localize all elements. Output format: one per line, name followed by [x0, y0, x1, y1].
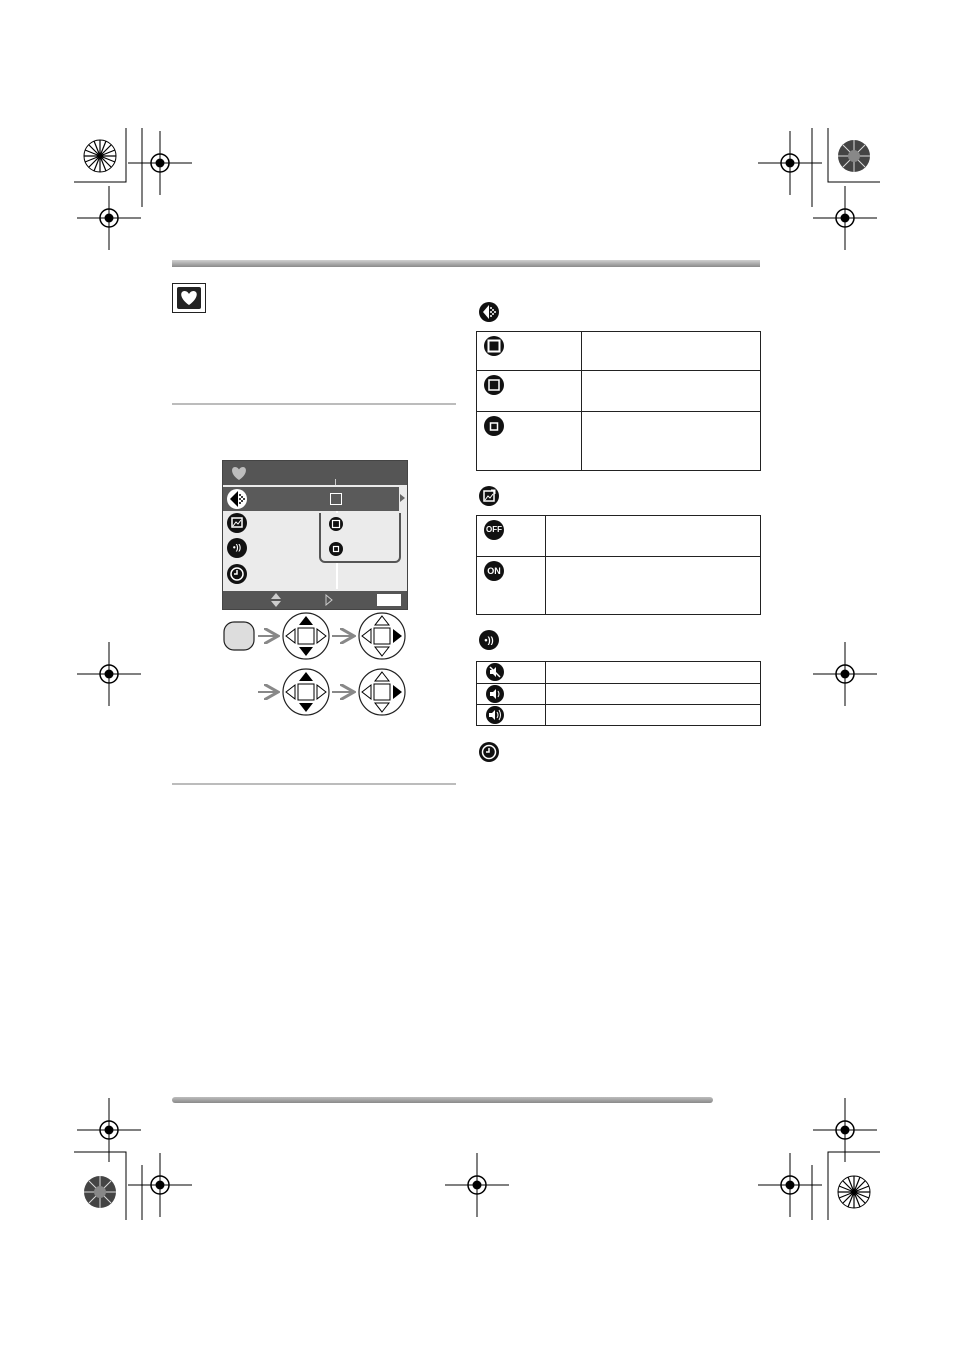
- beep-icon: •)): [479, 630, 499, 650]
- beep-icon[interactable]: •)): [227, 538, 247, 558]
- frame-small-icon: [484, 416, 504, 436]
- step-diagram: [220, 608, 420, 724]
- heart-icon: [229, 464, 249, 482]
- low-volume-icon: [486, 685, 504, 703]
- menu-button-box: [377, 594, 401, 606]
- monitor-size-icon[interactable]: [227, 489, 247, 509]
- heart-icon: [172, 283, 206, 313]
- auto-review-table: [476, 515, 761, 615]
- right-arrow-icon: [400, 494, 405, 502]
- off-icon: OFF: [484, 520, 504, 540]
- beep-table: [476, 661, 761, 726]
- frame-medium-icon: [484, 375, 504, 395]
- header-bar: [172, 260, 760, 267]
- cursor-pad-up-down: [283, 613, 329, 659]
- clock-icon[interactable]: [227, 564, 247, 584]
- auto-review-icon: [479, 486, 499, 506]
- camera-menu-screen: [222, 460, 408, 610]
- footer-bar: [172, 1097, 713, 1103]
- cursor-pad-right: [359, 669, 405, 715]
- divider: [172, 403, 456, 405]
- mute-icon: [486, 663, 504, 681]
- divider: [172, 783, 456, 785]
- right-arrow-icon: [325, 594, 333, 606]
- monitor-size-table: [476, 331, 761, 471]
- cursor-pad-right: [359, 613, 405, 659]
- auto-review-icon[interactable]: [227, 513, 247, 533]
- option-popup: [319, 513, 401, 563]
- on-icon: ON: [484, 561, 504, 581]
- menu-title-bar: [223, 461, 407, 485]
- up-down-arrow-icon: [271, 593, 281, 607]
- menu-button[interactable]: [224, 622, 254, 650]
- frame-large-icon: [484, 336, 504, 356]
- frame-small-icon[interactable]: [329, 542, 343, 556]
- menu-row-selected[interactable]: [223, 487, 399, 511]
- menu-footer-bar: [223, 591, 407, 609]
- high-volume-icon: [486, 706, 504, 724]
- cursor-pad-up-down: [283, 669, 329, 715]
- frame-medium-icon[interactable]: [329, 517, 343, 531]
- monitor-size-icon: [479, 302, 499, 322]
- frame-large-icon[interactable]: [330, 493, 342, 505]
- clock-icon: [479, 742, 499, 762]
